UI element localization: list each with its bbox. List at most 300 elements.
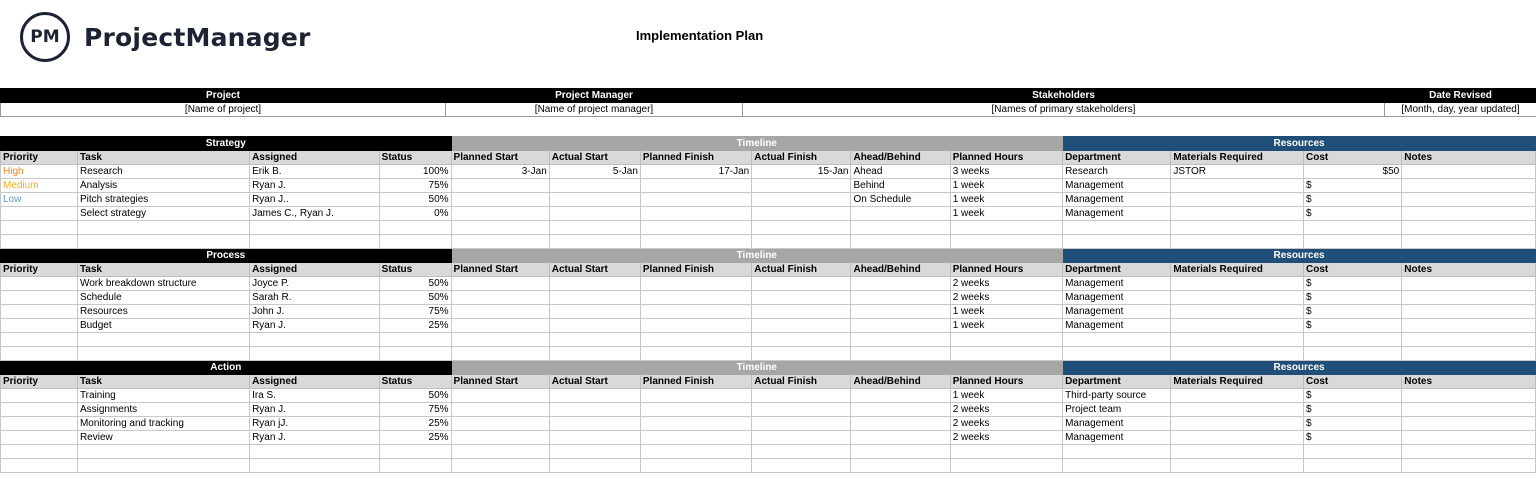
empty-cell[interactable] [379,459,451,473]
cell-ahead-behind[interactable]: Ahead [851,165,950,179]
empty-cell[interactable] [851,221,950,235]
cell-actual-finish[interactable] [752,417,851,431]
empty-cell[interactable] [250,333,380,347]
cell-planned-finish[interactable] [640,403,751,417]
empty-cell[interactable] [1,221,78,235]
cell-priority[interactable] [1,431,78,445]
column-header-assigned: Assigned [250,263,380,277]
cell-planned-finish[interactable] [640,277,751,291]
cell-planned-start[interactable]: 3-Jan [451,165,549,179]
cell-ahead-behind[interactable] [851,305,950,319]
column-header-actual-finish: Actual Finish [752,263,851,277]
column-header-notes: Notes [1402,151,1536,165]
cell-priority[interactable] [1,389,78,403]
empty-cell[interactable] [451,333,549,347]
empty-row [1,347,1536,361]
empty-cell[interactable] [379,333,451,347]
empty-cell[interactable] [752,221,851,235]
column-header-department: Department [1063,375,1171,389]
empty-cell[interactable] [752,459,851,473]
section-header-row [1,361,1536,375]
cell-planned-finish[interactable] [640,305,751,319]
cell-priority[interactable] [1,277,78,291]
empty-cell[interactable] [950,221,1062,235]
cell-department[interactable]: Management [1063,207,1171,221]
cell-cost-sym[interactable]: $ [1304,291,1402,305]
empty-cell[interactable] [1304,445,1402,459]
cell-assigned[interactable]: Ryan J. [250,179,380,193]
empty-cell[interactable] [1,235,78,249]
cell-planned-start[interactable] [451,403,549,417]
cell-planned-finish[interactable] [640,389,751,403]
cell-ahead-behind[interactable] [851,319,950,333]
column-header-department: Department [1063,151,1171,165]
cell-materials[interactable] [1171,193,1304,207]
cell-planned-start[interactable] [451,319,549,333]
cell-ahead-behind[interactable] [851,277,950,291]
cell-planned-hours[interactable]: 2 weeks [950,431,1062,445]
empty-cell[interactable] [549,347,640,361]
cell-planned-hours[interactable]: 2 weeks [950,277,1062,291]
cell-planned-finish[interactable]: 17-Jan [640,165,751,179]
cell-cost-sym[interactable]: $ [1304,389,1402,403]
column-header-task: Task [77,151,249,165]
cell-planned-start[interactable] [451,417,549,431]
cell-notes[interactable] [1402,165,1536,179]
resources-group-header: Resources [1063,137,1536,151]
cell-status[interactable]: 50% [379,277,451,291]
cell-priority[interactable] [1,403,78,417]
cell-planned-hours[interactable]: 1 week [950,319,1062,333]
column-header-cost: Cost [1304,263,1402,277]
column-header-row [1,263,1536,277]
column-header-priority: Priority [1,375,78,389]
task-row [1,319,1536,333]
cell-department[interactable]: Management [1063,193,1171,207]
cell-department[interactable]: Management [1063,179,1171,193]
empty-cell[interactable] [851,235,950,249]
column-header-ahead-behind: Ahead/Behind [851,151,950,165]
project-manager-header: Project Manager [446,89,743,103]
projectmanager-logo [20,12,311,62]
cell-cost-sym[interactable]: $ [1304,431,1402,445]
cell-ahead-behind[interactable] [851,417,950,431]
cell-planned-finish[interactable] [640,417,751,431]
cell-notes[interactable] [1402,431,1536,445]
cell-priority[interactable] [1,291,78,305]
empty-cell[interactable] [1063,459,1171,473]
empty-cell[interactable] [549,459,640,473]
cell-status[interactable]: 100% [379,165,451,179]
empty-cell[interactable] [1304,333,1402,347]
empty-cell[interactable] [77,347,249,361]
cell-planned-hours[interactable]: 1 week [950,207,1062,221]
empty-cell[interactable] [451,347,549,361]
cell-task[interactable]: Resources [77,305,249,319]
cell-assigned[interactable]: James C., Ryan J. [250,207,380,221]
cell-department[interactable]: Management [1063,431,1171,445]
empty-cell[interactable] [1171,333,1304,347]
empty-cell[interactable] [1063,235,1171,249]
cell-assigned[interactable]: Sarah R. [250,291,380,305]
empty-cell[interactable] [549,445,640,459]
cell-actual-finish[interactable] [752,403,851,417]
empty-cell[interactable] [1402,221,1536,235]
cell-ahead-behind[interactable]: On Schedule [851,193,950,207]
column-header-planned-hours: Planned Hours [950,151,1062,165]
empty-cell[interactable] [379,221,451,235]
cell-notes[interactable] [1402,389,1536,403]
column-header-actual-start: Actual Start [549,263,640,277]
cell-planned-hours[interactable]: 1 week [950,193,1062,207]
cell-materials[interactable] [1171,277,1304,291]
cell-task[interactable]: Budget [77,319,249,333]
cell-cost-sym[interactable]: $ [1304,319,1402,333]
cell-task[interactable]: Assignments [77,403,249,417]
cell-priority[interactable]: Medium [1,179,78,193]
cell-cost-sym[interactable]: $ [1304,179,1402,193]
column-header-materials-required: Materials Required [1171,151,1304,165]
cell-planned-finish[interactable] [640,319,751,333]
cell-assigned[interactable]: Ryan J. [250,319,380,333]
cell-planned-start[interactable] [451,389,549,403]
cell-planned-hours[interactable]: 1 week [950,179,1062,193]
empty-cell[interactable] [250,445,380,459]
empty-cell[interactable] [549,235,640,249]
cell-status[interactable]: 0% [379,207,451,221]
column-header-actual-finish: Actual Finish [752,151,851,165]
cell-notes[interactable] [1402,179,1536,193]
cell-cost-sym[interactable]: $ [1304,277,1402,291]
cell-assigned[interactable]: Ryan J.. [250,193,380,207]
cell-status[interactable]: 50% [379,291,451,305]
empty-cell[interactable] [77,459,249,473]
empty-cell[interactable] [77,221,249,235]
column-header-planned-finish: Planned Finish [640,151,751,165]
cell-actual-start[interactable] [549,389,640,403]
cell-planned-finish[interactable] [640,207,751,221]
cell-ahead-behind[interactable] [851,403,950,417]
empty-cell[interactable] [1063,347,1171,361]
cell-actual-finish[interactable] [752,319,851,333]
cell-department[interactable]: Project team [1063,403,1171,417]
cell-actual-finish[interactable] [752,179,851,193]
cell-planned-start[interactable] [451,277,549,291]
empty-cell[interactable] [1171,459,1304,473]
stakeholders-header: Stakeholders [743,89,1385,103]
cell-planned-finish[interactable] [640,193,751,207]
cell-actual-start[interactable] [549,319,640,333]
cell-ahead-behind[interactable]: Behind [851,179,950,193]
cell-task[interactable]: Pitch strategies [77,193,249,207]
cell-cost-sym[interactable]: $ [1304,417,1402,431]
cell-task[interactable]: Training [77,389,249,403]
cell-planned-start[interactable] [451,431,549,445]
project-name-cell[interactable]: [Name of project] [1,103,446,117]
section-title: Action [1,361,452,375]
cell-materials[interactable]: JSTOR [1171,165,1304,179]
empty-cell[interactable] [1171,221,1304,235]
empty-cell[interactable] [1402,445,1536,459]
empty-cell[interactable] [1304,347,1402,361]
cell-assigned[interactable]: Erik B. [250,165,380,179]
task-row [1,207,1536,221]
cell-notes[interactable] [1402,193,1536,207]
cell-actual-start[interactable] [549,207,640,221]
cell-actual-finish[interactable] [752,431,851,445]
date-revised-cell[interactable]: [Month, day, year updated] [1385,103,1536,117]
column-header-actual-start: Actual Start [549,151,640,165]
empty-cell[interactable] [1402,459,1536,473]
empty-cell[interactable] [1171,235,1304,249]
cell-actual-finish[interactable] [752,277,851,291]
empty-cell[interactable] [752,445,851,459]
empty-cell[interactable] [1402,333,1536,347]
cell-assigned[interactable]: Ryan jJ. [250,417,380,431]
cell-actual-start[interactable] [549,179,640,193]
cell-task[interactable]: Work breakdown structure [77,277,249,291]
cell-status[interactable]: 50% [379,389,451,403]
empty-cell[interactable] [640,235,751,249]
empty-cell[interactable] [851,347,950,361]
cell-status[interactable]: 25% [379,431,451,445]
empty-cell[interactable] [1,347,78,361]
cell-ahead-behind[interactable] [851,431,950,445]
empty-cell[interactable] [1063,221,1171,235]
empty-cell[interactable] [549,333,640,347]
column-header-ahead-behind: Ahead/Behind [851,263,950,277]
cell-planned-hours[interactable]: 2 weeks [950,291,1062,305]
empty-cell[interactable] [451,445,549,459]
cell-materials[interactable] [1171,291,1304,305]
timeline-group-header: Timeline [451,249,1063,263]
column-header-notes: Notes [1402,375,1536,389]
cell-materials[interactable] [1171,389,1304,403]
cell-materials[interactable] [1171,417,1304,431]
cell-actual-start[interactable]: 5-Jan [549,165,640,179]
cell-priority[interactable] [1,319,78,333]
cell-status[interactable]: 75% [379,305,451,319]
empty-cell[interactable] [640,333,751,347]
cell-notes[interactable] [1402,403,1536,417]
cell-actual-start[interactable] [549,417,640,431]
cell-assigned[interactable]: Ira S. [250,389,380,403]
cell-department[interactable]: Research [1063,165,1171,179]
empty-cell[interactable] [549,221,640,235]
cell-department[interactable]: Management [1063,277,1171,291]
cell-status[interactable]: 50% [379,193,451,207]
empty-cell[interactable] [379,445,451,459]
cell-actual-start[interactable] [549,403,640,417]
section-header-row [1,249,1536,263]
empty-cell[interactable] [379,347,451,361]
cell-planned-hours[interactable]: 3 weeks [950,165,1062,179]
column-header-status: Status [379,151,451,165]
cell-assigned[interactable]: John J. [250,305,380,319]
cell-status[interactable]: 75% [379,179,451,193]
cell-materials[interactable] [1171,305,1304,319]
project-manager-cell[interactable]: [Name of project manager] [446,103,743,117]
empty-cell[interactable] [640,347,751,361]
task-row [1,277,1536,291]
cell-planned-start[interactable] [451,291,549,305]
empty-cell[interactable] [752,333,851,347]
cell-planned-finish[interactable] [640,179,751,193]
empty-cell[interactable] [451,235,549,249]
empty-cell[interactable] [950,459,1062,473]
column-header-actual-finish: Actual Finish [752,375,851,389]
cell-ahead-behind[interactable] [851,389,950,403]
cell-planned-hours[interactable]: 2 weeks [950,403,1062,417]
empty-cell[interactable] [752,235,851,249]
cell-task[interactable]: Analysis [77,179,249,193]
cell-planned-finish[interactable] [640,431,751,445]
empty-cell[interactable] [77,333,249,347]
empty-cell[interactable] [1063,445,1171,459]
empty-cell[interactable] [250,347,380,361]
empty-cell[interactable] [640,445,751,459]
cell-planned-hours[interactable]: 1 week [950,305,1062,319]
cell-actual-finish[interactable]: 15-Jan [752,165,851,179]
cell-cost-sym[interactable]: $ [1304,207,1402,221]
cell-ahead-behind[interactable] [851,207,950,221]
cell-department[interactable]: Management [1063,291,1171,305]
cell-planned-hours[interactable]: 1 week [950,389,1062,403]
cell-notes[interactable] [1402,305,1536,319]
empty-cell[interactable] [1,459,78,473]
cell-materials[interactable] [1171,403,1304,417]
empty-row [1,459,1536,473]
empty-cell[interactable] [1402,347,1536,361]
cell-cost-sym[interactable]: $ [1304,193,1402,207]
cell-priority[interactable] [1,207,78,221]
cell-priority[interactable]: High [1,165,78,179]
cell-planned-hours[interactable]: 2 weeks [950,417,1062,431]
empty-cell[interactable] [851,459,950,473]
cell-status[interactable]: 25% [379,319,451,333]
cell-assigned[interactable]: Ryan J. [250,403,380,417]
cell-department[interactable]: Management [1063,417,1171,431]
empty-cell[interactable] [1171,347,1304,361]
cell-materials[interactable] [1171,319,1304,333]
cell-planned-start[interactable] [451,305,549,319]
cell-task[interactable]: Select strategy [77,207,249,221]
cell-notes[interactable] [1402,291,1536,305]
empty-cell[interactable] [851,445,950,459]
empty-cell[interactable] [1171,445,1304,459]
cell-planned-start[interactable] [451,207,549,221]
empty-cell[interactable] [640,221,751,235]
empty-cell[interactable] [1063,333,1171,347]
empty-cell[interactable] [1304,459,1402,473]
cell-notes[interactable] [1402,207,1536,221]
column-header-row [1,151,1536,165]
cell-department[interactable]: Third-party source [1063,389,1171,403]
cell-priority[interactable] [1,417,78,431]
cell-priority[interactable] [1,305,78,319]
cell-department[interactable]: Management [1063,305,1171,319]
cell-actual-start[interactable] [549,277,640,291]
cell-actual-finish[interactable] [752,207,851,221]
cell-actual-start[interactable] [549,193,640,207]
empty-row [1,235,1536,249]
cell-actual-finish[interactable] [752,193,851,207]
cell-actual-finish[interactable] [752,305,851,319]
column-header-cost: Cost [1304,375,1402,389]
empty-cell[interactable] [250,221,380,235]
empty-cell[interactable] [250,235,380,249]
cell-department[interactable]: Management [1063,319,1171,333]
cell-task[interactable]: Review [77,431,249,445]
cell-actual-finish[interactable] [752,389,851,403]
empty-cell[interactable] [77,235,249,249]
empty-cell[interactable] [1304,235,1402,249]
cell-status[interactable]: 75% [379,403,451,417]
cell-actual-finish[interactable] [752,291,851,305]
cell-assigned[interactable]: Joyce P. [250,277,380,291]
empty-cell[interactable] [1402,235,1536,249]
empty-cell[interactable] [752,347,851,361]
cell-status[interactable]: 25% [379,417,451,431]
empty-cell[interactable] [451,221,549,235]
cell-ahead-behind[interactable] [851,291,950,305]
cell-notes[interactable] [1402,277,1536,291]
cell-actual-start[interactable] [549,291,640,305]
cell-materials[interactable] [1171,431,1304,445]
cell-actual-start[interactable] [549,431,640,445]
cell-task[interactable]: Schedule [77,291,249,305]
column-header-planned-start: Planned Start [451,151,549,165]
cell-materials[interactable] [1171,179,1304,193]
task-row [1,291,1536,305]
column-header-actual-start: Actual Start [549,375,640,389]
empty-cell[interactable] [950,235,1062,249]
empty-cell[interactable] [451,459,549,473]
empty-cell[interactable] [950,445,1062,459]
cell-notes[interactable] [1402,319,1536,333]
column-header-ahead-behind: Ahead/Behind [851,375,950,389]
cell-cost[interactable]: $50 [1304,165,1402,179]
cell-assigned[interactable]: Ryan J. [250,431,380,445]
cell-actual-start[interactable] [549,305,640,319]
brand-name: ProjectManager [84,22,311,52]
empty-cell[interactable] [379,235,451,249]
empty-cell[interactable] [851,333,950,347]
cell-task[interactable]: Research [77,165,249,179]
cell-materials[interactable] [1171,207,1304,221]
empty-cell[interactable] [1304,221,1402,235]
column-header-assigned: Assigned [250,375,380,389]
empty-cell[interactable] [950,333,1062,347]
empty-cell[interactable] [1,333,78,347]
empty-cell[interactable] [77,445,249,459]
cell-notes[interactable] [1402,417,1536,431]
empty-cell[interactable] [250,459,380,473]
cell-planned-start[interactable] [451,179,549,193]
cell-planned-start[interactable] [451,193,549,207]
cell-task[interactable]: Monitoring and tracking [77,417,249,431]
stakeholders-cell[interactable]: [Names of primary stakeholders] [743,103,1385,117]
empty-cell[interactable] [950,347,1062,361]
cell-planned-finish[interactable] [640,291,751,305]
column-header-status: Status [379,375,451,389]
empty-cell[interactable] [640,459,751,473]
cell-cost-sym[interactable]: $ [1304,305,1402,319]
task-row [1,165,1536,179]
cell-cost-sym[interactable]: $ [1304,403,1402,417]
empty-cell[interactable] [1,445,78,459]
cell-priority[interactable]: Low [1,193,78,207]
